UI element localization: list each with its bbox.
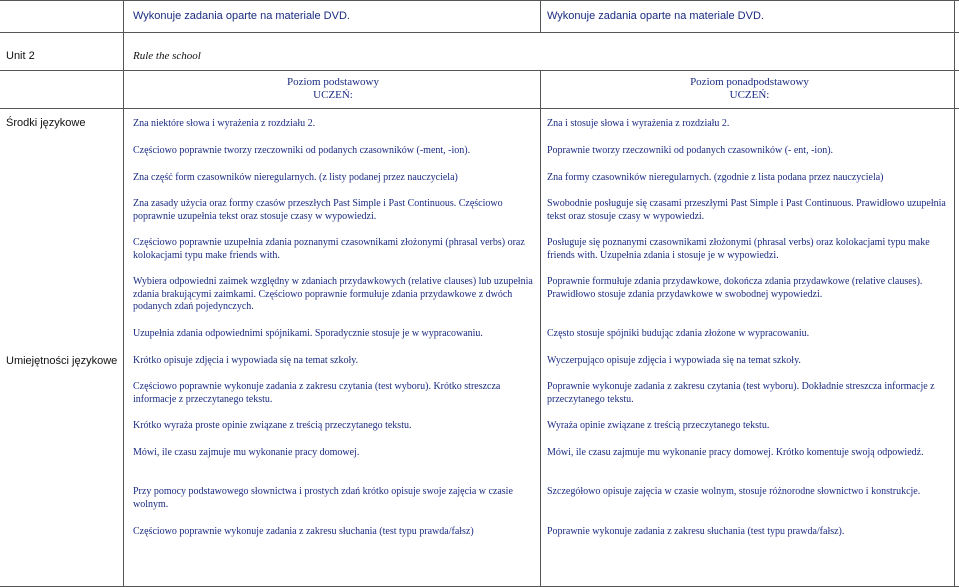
basic-row-3: Zna część form czasowników nieregularnych. (z listy podanej przez nauczyciela) <box>133 172 458 183</box>
advanced-row-3: Zna formy czasowników nieregularnych. (zgodnie z lista podana przez nauczyciela) <box>547 172 884 183</box>
basic-level-line2: UCZEŃ: <box>313 89 353 101</box>
basic-row-10: Krótko wyraża proste opinie związane z treścią przeczytanego tekstu. <box>133 420 412 431</box>
advanced-row-11: Mówi, ile czasu zajmuje mu wykonanie pracy domowej. Krótko komentuje swoją odpowiedź. <box>547 447 924 458</box>
advanced-row-12: Szczegółowo opisuje zajęcia w czasie wolnym, stosuje różnorodne słownictwo i konstrukcje. <box>547 486 921 497</box>
basic-row-5: Częściowo poprawnie uzupełnia zdania poznanymi czasownikami złożonymi (phrasal verbs) oraz kolokacjami typu make friends with. <box>133 237 525 261</box>
basic-row-12: Przy pomocy podstawowego słownictwa i prostych zdań krótko opisuje swoje zajęcia w czasie wolnym. <box>133 486 513 510</box>
basic-row-13: Częściowo poprawnie wykonuje zadania z zakresu słuchania (test typu prawda/fałsz) <box>133 526 474 537</box>
advanced-row-9: Poprawnie wykonuje zadania z zakresu czytania (test wyboru). Dokładnie streszcza informacje z przeczytanego tekstu. <box>547 381 935 405</box>
basic-row-11: Mówi, ile czasu zajmuje mu wykonanie pracy domowej. <box>133 447 360 458</box>
basic-level-header <box>133 76 533 102</box>
section-umiejetnosci: Umiejętności językowe <box>6 355 118 367</box>
advanced-row-5: Posługuje się poznanymi czasownikami złożonymi (phrasal verbs) oraz kolokacjami typu make friends with. Uzupełnia zdania i stosuje je w wypowiedzi. <box>547 237 930 261</box>
top-advanced-text: Wykonuje zadania oparte na materiale DVD. <box>547 10 764 22</box>
basic-row-2: Częściowo poprawnie tworzy rzeczowniki od podanych czasowników (-ment, -ion). <box>133 145 471 156</box>
advanced-level-line2: UCZEŃ: <box>729 89 770 101</box>
advanced-row-8: Wyczerpująco opisuje zdjęcia i wypowiada się na temat szkoły. <box>547 355 801 366</box>
advanced-row-2: Poprawnie tworzy rzeczowniki od podanych czasowników (- ent, -ion). <box>547 145 834 156</box>
basic-level-line1: Poziom podstawowy <box>287 76 379 88</box>
advanced-level-line1: Poziom ponadpodstawowy <box>690 76 809 88</box>
basic-row-8: Krótko opisuje zdjęcia i wypowiada się na temat szkoły. <box>133 355 359 366</box>
top-basic-text: Wykonuje zadania oparte na materiale DVD. <box>133 10 350 22</box>
advanced-row-10: Wyraża opinie związane z treścią przeczytanego tekstu. <box>547 420 770 431</box>
advanced-row-7: Często stosuje spójniki budując zdania złożone w wypracowaniu. <box>547 328 810 339</box>
advanced-row-1: Zna i stosuje słowa i wyrażenia z rozdziału 2. <box>547 118 730 129</box>
basic-row-4: Zna zasady użycia oraz formy czasów przeszłych Past Simple i Past Continuous. Częściowo poprawnie uzupełnia tekst oraz stosuje czasy w wypowiedzi. <box>133 198 503 222</box>
advanced-row-6: Poprawnie formułuje zdania przydawkowe, dokończa zdania przydawkowe (relative clauses). Prawidłowo stosuje zdania przydawkowe w swobodnej wypowiedzi. <box>547 276 923 300</box>
advanced-level-header <box>547 76 952 102</box>
unit-title: Rule the school <box>133 50 201 62</box>
advanced-row-13: Poprawnie wykonuje zadania z zakresu słuchania (test typu prawda/fałsz). <box>547 526 845 537</box>
advanced-row-4: Swobodnie posługuje się czasami przeszłymi Past Simple i Past Continuous. Prawidłowo uzupełnia tekst oraz stosuje czasy w wypowiedzi. <box>547 198 946 222</box>
basic-row-1: Zna niektóre słowa i wyrażenia z rozdziału 2. <box>133 118 316 129</box>
basic-row-6: Wybiera odpowiedni zaimek względny w zdaniach przydawkowych (relative clauses) lub uzupełnia zdania brakującymi zaimkami. Częściowo poprawnie formułuje zdania przydawkowe z dwóch podanych zdań pojedynczych. <box>133 276 533 312</box>
basic-row-7: Uzupełnia zdania odpowiednimi spójnikami. Sporadycznie stosuje je w wypracowaniu. <box>133 328 483 339</box>
unit-label: Unit 2 <box>6 50 35 62</box>
basic-row-9: Częściowo poprawnie wykonuje zadania z zakresu czytania (test wyboru). Krótko streszcza informacje z przeczytanego tekstu. <box>133 381 501 405</box>
section-srodki: Środki językowe <box>6 117 86 129</box>
